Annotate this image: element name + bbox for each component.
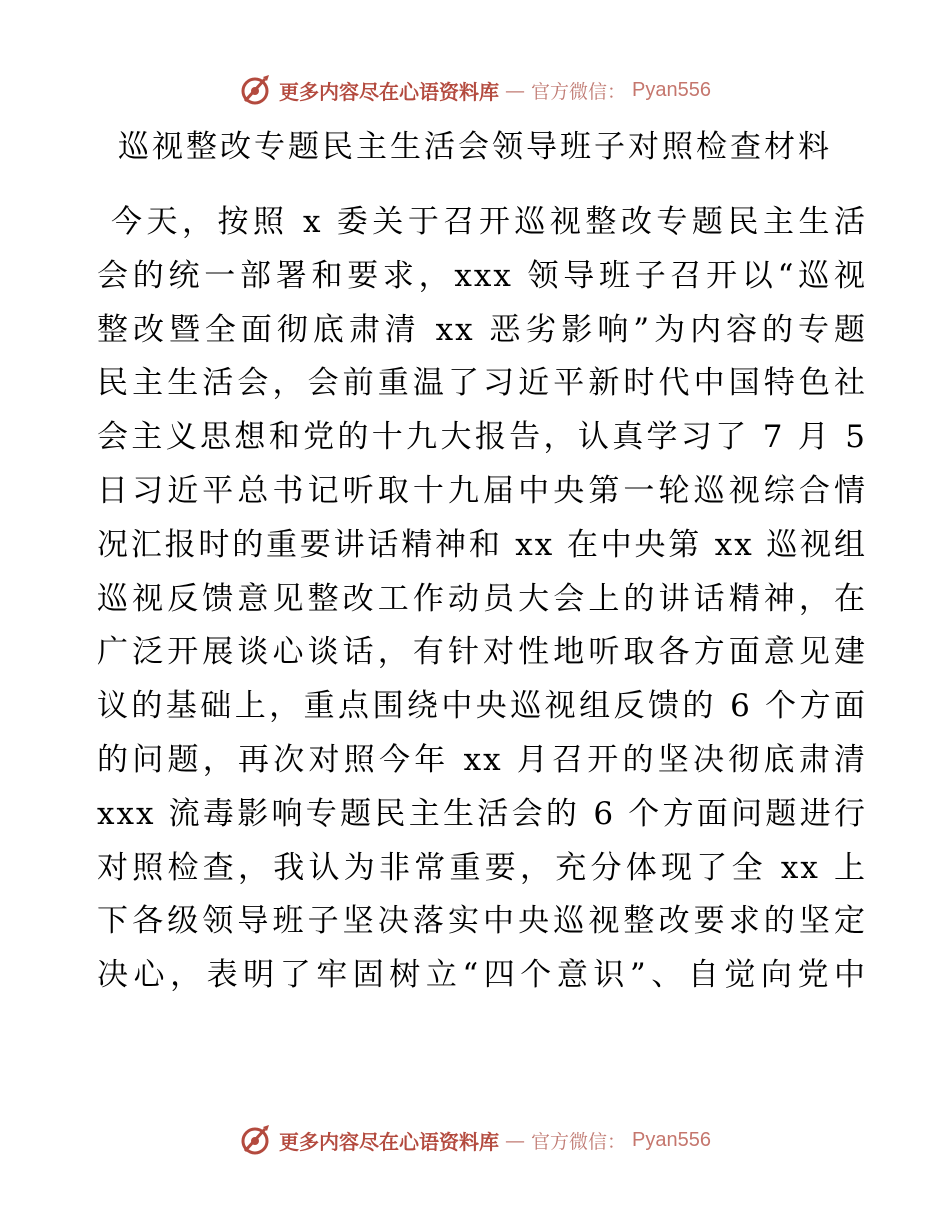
body-line: 决心，表明了牢固树立“四个意识”、自觉向党中	[97, 957, 867, 994]
pen-logo-icon	[239, 73, 273, 107]
body-line: xxx 流毒影响专题民主生活会的 6 个方面问题进行	[97, 795, 867, 832]
footer-banner-content	[239, 1123, 711, 1157]
banner-wechat-label: 官方微信：	[531, 80, 627, 103]
body-line: 对照检查，我认为非常重要，充分体现了全 xx 上	[97, 849, 867, 886]
body-line: 今天，按照 x 委关于召开巡视整改专题民主生活	[111, 204, 867, 240]
banner-wechat-id: Pyan556	[632, 1128, 711, 1151]
banner-wechat-label: 官方微信：	[531, 1130, 627, 1153]
banner-wechat-id: Pyan556	[632, 78, 711, 101]
pen-logo-icon	[239, 1123, 273, 1157]
document-body	[97, 196, 867, 1003]
body-line: 广泛开展谈心谈话，有针对性地听取各方面意见建	[97, 634, 867, 671]
body-line: 议的基础上，重点围绕中央巡视组反馈的 6 个方面	[97, 688, 867, 725]
footer-banner	[0, 1120, 950, 1160]
body-line: 况汇报时的重要讲话精神和 xx 在中央第 xx 巡视组	[97, 526, 867, 563]
body-line: 会的统一部署和要求，xxx 领导班子召开以“巡视	[97, 257, 867, 294]
document-title: 巡视整改专题民主生活会领导班子对照检查材料	[118, 129, 832, 165]
banner-site-text: 更多内容尽在心语资料库	[279, 79, 499, 104]
body-line: 的问题，再次对照今年 xx 月召开的坚决彻底肃清	[97, 741, 867, 778]
banner-dash: —	[505, 78, 525, 102]
body-line: 民主生活会，会前重温了习近平新时代中国特色社	[97, 365, 867, 402]
body-line: 下各级领导班子坚决落实中央巡视整改要求的坚定	[97, 903, 867, 940]
header-banner-content	[239, 73, 711, 107]
body-line: 日习近平总书记听取十九届中央第一轮巡视综合情	[97, 472, 867, 509]
banner-dash: —	[505, 1128, 525, 1152]
banner-site-text: 更多内容尽在心语资料库	[279, 1129, 499, 1154]
body-line: 整改暨全面彻底肃清 xx 恶劣影响”为内容的专题	[97, 311, 867, 348]
body-line: 会主义思想和党的十九大报告，认真学习了 7 月 5	[97, 419, 867, 456]
header-banner	[0, 70, 950, 110]
body-line: 巡视反馈意见整改工作动员大会上的讲话精神，在	[97, 580, 867, 617]
